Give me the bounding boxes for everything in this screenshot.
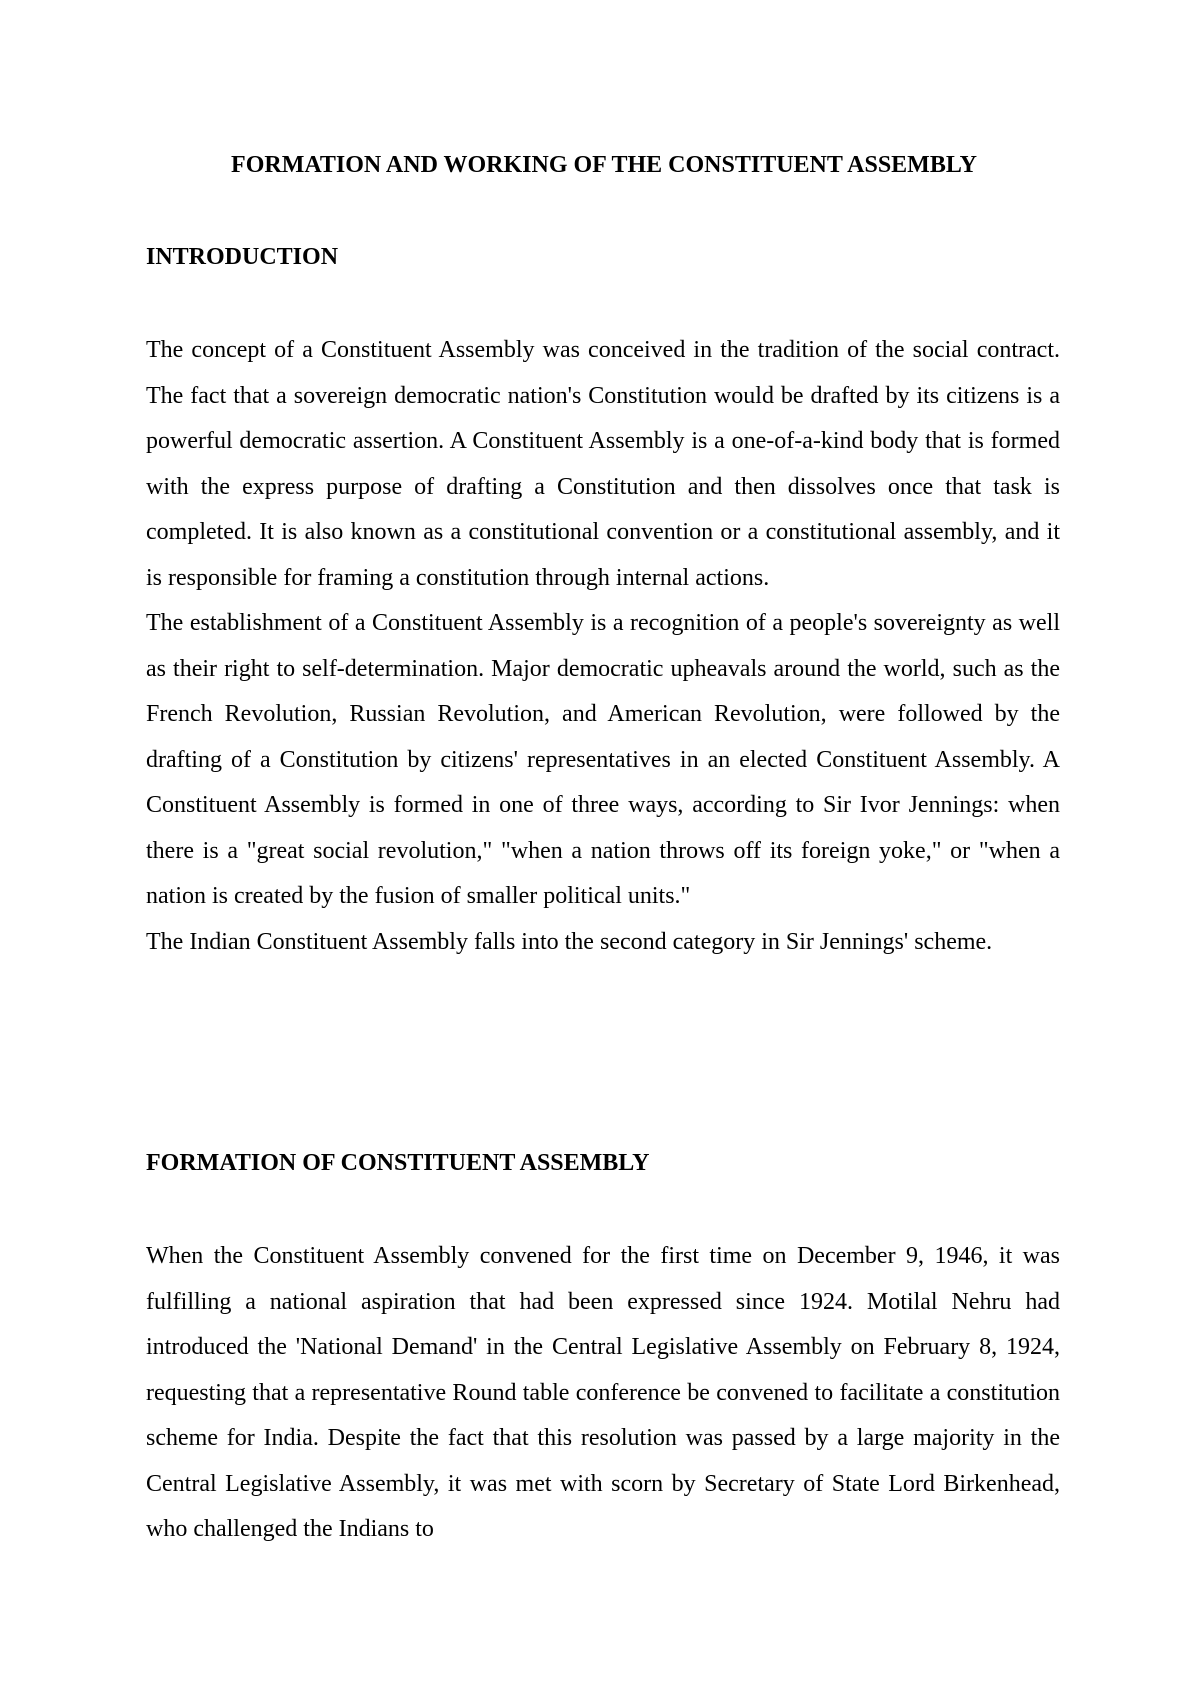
formation-body (146, 1234, 1060, 1553)
introduction-body (146, 328, 1060, 965)
document-title: FORMATION AND WORKING OF THE CONSTITUENT ASSEMBLY (231, 152, 977, 178)
section-heading-formation: FORMATION OF CONSTITUENT ASSEMBLY (146, 1150, 650, 1176)
section-heading-introduction: INTRODUCTION (146, 244, 339, 270)
paragraph: When the Constituent Assembly convened for the first time on December 9, 1946, it was fulfilling a national aspiration that had been expressed since 1924. Motilal Nehru had introduced the 'National Demand' in the Central Legislative Assembly on February 8, 1924, requesting that a representative Round table conference be convened to facilitate a constitution scheme for India. Despite the fact that this resolution was passed by a large majority in the Central Legislative Assembly, it was met with scorn by Secretary of State Lord Birkenhead, who challenged the Indians to (146, 1243, 1060, 1542)
paragraph: The Indian Constituent Assembly falls into the second category in Sir Jennings' scheme. (146, 928, 993, 955)
paragraph: The establishment of a Constituent Assembly is a recognition of a people's sovereignty as well as their right to self-determination. Major democratic upheavals around the world, such as the French Revolution, Russian Revolution, and American Revolution, were followed by the drafting of a Constitution by citizens' representatives in an elected Constituent Assembly. A Constituent Assembly is formed in one of three ways, according to Sir Ivor Jennings: when there is a "great social revolution," "when a nation throws off its foreign yoke," or "when a nation is created by the fusion of smaller political units." (146, 610, 1060, 909)
paragraph: The concept of a Constituent Assembly was conceived in the tradition of the social contract. The fact that a sovereign democratic nation's Constitution would be drafted by its citizens is a powerful democratic assertion. A Constituent Assembly is a one-of-a-kind body that is formed with the express purpose of drafting a Constitution and then dissolves once that task is completed. It is also known as a constitutional convention or a constitutional assembly, and it is responsible for framing a constitution through internal actions. (146, 337, 1060, 591)
